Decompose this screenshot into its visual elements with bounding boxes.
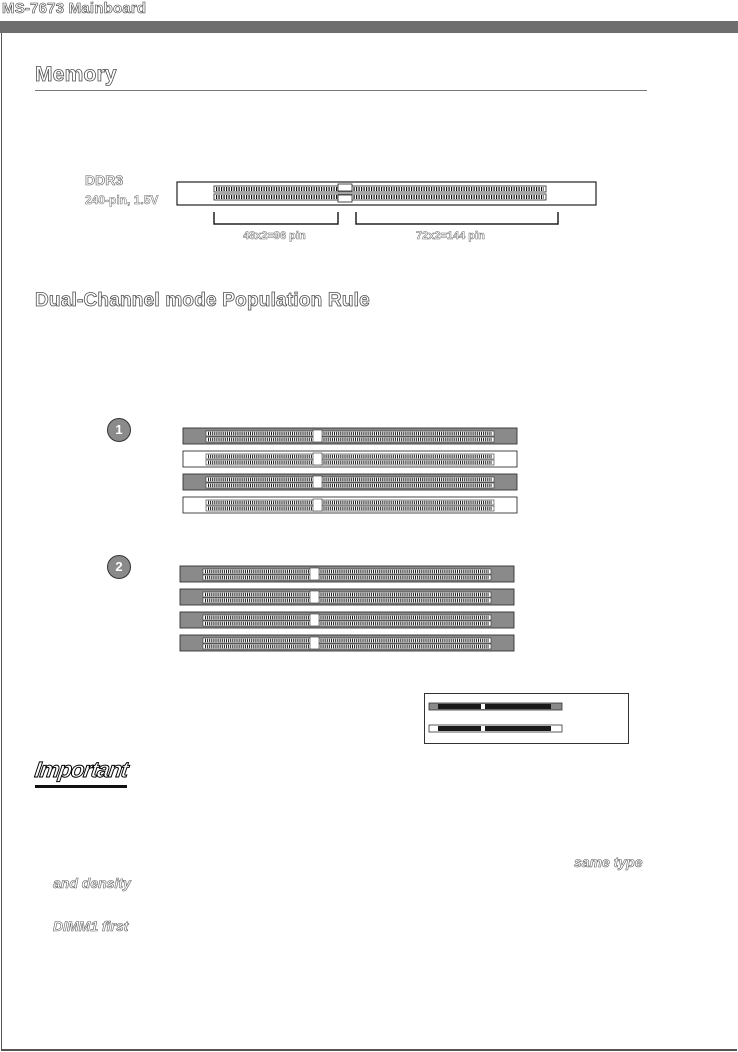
bracket-left xyxy=(214,212,338,224)
dimm-slot-3-installed xyxy=(183,474,517,490)
important-underline xyxy=(35,785,127,788)
dual-channel-title: Dual-Channel mode Population Rule xyxy=(35,290,370,311)
pin-count-left: 48x2=96 pin xyxy=(243,230,306,242)
ddr3-notch-bottom xyxy=(338,195,352,202)
pin-count-right: 72x2=144 pin xyxy=(416,230,485,242)
important-title: Important xyxy=(33,757,130,782)
ddr3-notch-top xyxy=(338,184,352,191)
note-dimm1-first: DIMM1 first xyxy=(53,918,129,934)
page-frame-bottom xyxy=(1,1049,737,1051)
legend-installed xyxy=(429,703,562,710)
pin-brackets xyxy=(212,210,562,230)
legend-empty xyxy=(429,725,562,732)
header-title: MS-7673 Mainboard xyxy=(2,0,147,17)
memory-title-rule xyxy=(35,90,647,91)
dimm-slot-2-empty xyxy=(183,451,517,467)
config-2-slots xyxy=(179,565,515,655)
note-same-type: same type xyxy=(574,854,643,870)
config-1-badge: 1 xyxy=(107,418,131,442)
config-1-slots xyxy=(182,427,518,517)
ddr3-module-outline xyxy=(177,182,596,205)
dimm-slot-2-installed xyxy=(180,589,514,605)
legend-diagram xyxy=(425,694,630,745)
dimm-slot-1-installed xyxy=(183,428,517,444)
dimm-slot-4-empty xyxy=(183,497,517,513)
config-2-diagram xyxy=(179,565,515,657)
dimm-slot-4-installed xyxy=(180,635,514,651)
ddr3-spec: 240-pin, 1.5V xyxy=(85,193,159,207)
config-2-badge: 2 xyxy=(107,555,131,579)
note-and-density: and density xyxy=(53,875,131,891)
header-bar xyxy=(0,21,738,33)
ddr3-label: DDR3 xyxy=(85,172,124,188)
bracket-right xyxy=(356,212,558,224)
memory-title: Memory xyxy=(35,63,117,86)
dimm-slot-1-installed xyxy=(180,566,514,582)
legend-box xyxy=(424,693,629,744)
ddr3-module-diagram xyxy=(176,181,598,211)
page-frame-left xyxy=(1,33,2,1051)
dimm-slot-3-installed xyxy=(180,612,514,628)
config-1-diagram xyxy=(182,427,518,519)
